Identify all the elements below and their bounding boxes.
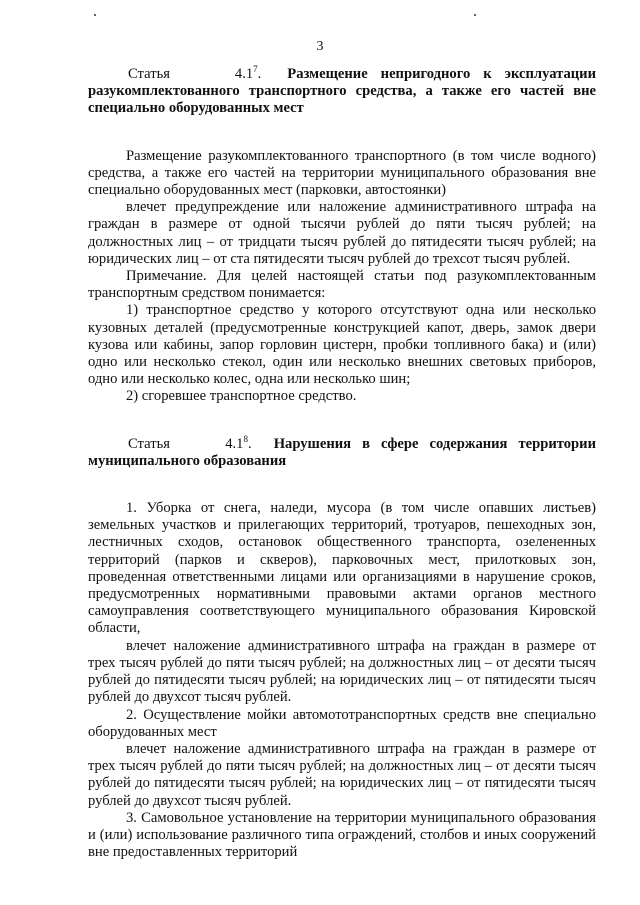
article-title: Нарушения в сфере содержания территории муниципального образования — [88, 435, 596, 469]
article-superscript: 8 — [243, 433, 248, 444]
article-label: Статья — [128, 66, 170, 82]
article-superscript: 7 — [253, 64, 258, 74]
page-number: 3 — [316, 39, 324, 54]
paragraph: влечет наложение административного штрафа на граждан в размере от трех тысяч рублей до пяти тысяч рублей; на должностных лиц – от десяти тысяч рублей до пятидесяти тысяч рублей; на юридических лиц – от пятидесяти тысяч рублей до двухсот тысяч рублей. — [88, 740, 596, 809]
paragraph: 1. Уборка от снега, наледи, мусора (в том числе опавших листьев) земельных участков и прилегающих территорий, тротуаров, пешеходных зон, лестничных сходов, остановок общественного транспорта, озелененных территорий (парков и скверов), парковочных мест, прилотковых зон, проведенная ответственными лицами или организациями в нарушение сроков, предусмотренных нормативными правовыми актами органов местного самоуправления соответствующего муниципального образования Кировской области, — [88, 500, 596, 637]
paragraph: влечет наложение административного штрафа на граждан в размере от трех тысяч рублей до пяти тысяч рублей; на должностных лиц – от десяти тысяч рублей до пятидесяти тысяч рублей; на юридических лиц – от пятидесяти тысяч рублей до двухсот тысяч рублей. — [88, 637, 596, 706]
document-body — [88, 66, 596, 861]
paragraph: 2. Осуществление мойки автомототранспортных средств вне специально оборудованных мест — [88, 706, 596, 740]
article-number: 4.1 — [234, 66, 254, 82]
list-item: 2) сгоревшее транспортное средство. — [126, 388, 357, 405]
paragraph: Примечание. Для целей настоящей статьи под разукомплектованным транспортным средством понимается: — [88, 268, 596, 302]
scan-dot — [94, 14, 96, 16]
article-4-1-7-heading: Статья $4.1^7$. Размещение непригодного к эксплуатации разукомплектованного транспортного средства, а также его частей вне специально оборудованных мест — [88, 64, 596, 117]
paragraph: Размещение разукомплектованного транспортного (в том числе водного) средства, а также его частей на территории муниципального образования вне специально оборудованных мест (парковки, автостоянки) — [88, 147, 596, 199]
list-item: 1) транспортное средство у которого отсутствуют одна или несколько кузовных деталей (предусмотренные конструкцией капот, дверь, замок двери кузова или кабины, запор горловин цистерн, пробки топливного бака) и (или) одно или несколько стекол, один или несколько внешних световых приборов, одно или несколько колес, одна или несколько шин; — [88, 302, 596, 388]
article-label: Статья — [128, 435, 170, 452]
paragraph: влечет предупреждение или наложение административного штрафа на граждан в размере от одной тысячи рублей до пяти тысяч рублей; на должностных лиц – от тридцати тысяч рублей до пятидесяти тысяч рублей; на юридических лиц – от ста пятидесяти тысяч рублей до трехсот тысяч рублей. — [88, 199, 596, 267]
scan-dot — [474, 14, 476, 16]
article-title: Размещение непригодного к эксплуатации разукомплектованного транспортного средства, а также его частей вне специально оборудованных мест — [88, 66, 596, 117]
article-4-1-8-heading: Статья $4.1^8$. Нарушения в сфере содержания территории муниципального образования — [88, 433, 596, 469]
paragraph: 3. Самовольное установление на территории муниципального образования и (или) использование различного типа ограждений, столбов и иных сооружений вне предоставленных территорий — [88, 809, 596, 861]
article-number: 4.1 — [225, 435, 244, 452]
